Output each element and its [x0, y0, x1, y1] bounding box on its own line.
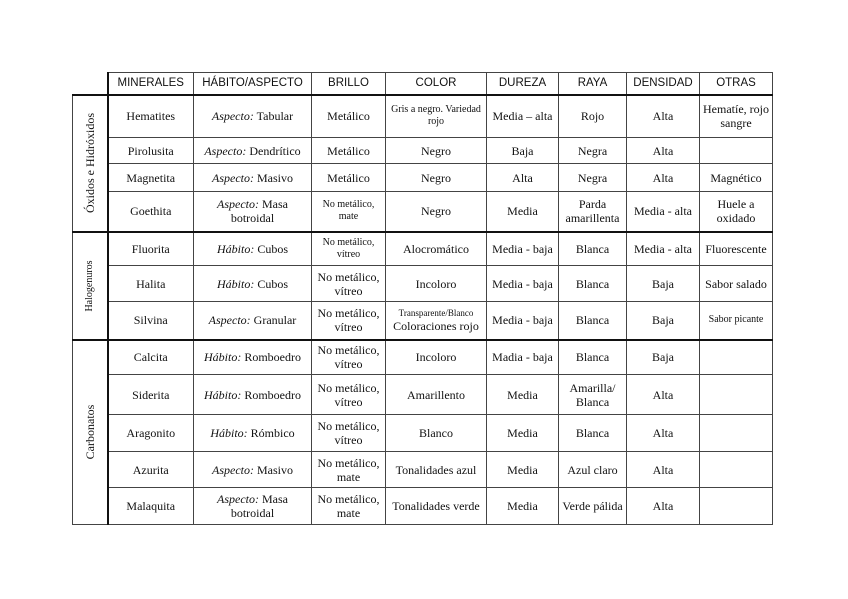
raya-cell: Blanca [559, 415, 627, 452]
densidad-cell: Alta [627, 95, 700, 138]
group-label: Óxidos e Hidróxidos [82, 113, 97, 213]
otras-cell: Huele a oxidado [700, 192, 773, 232]
habit-cell: Aspecto: Tabular [194, 95, 312, 138]
group-carbonatos [73, 340, 108, 525]
brillo-cell: No metálico, vítreo [312, 302, 386, 340]
otras-cell [700, 415, 773, 452]
table-row [73, 192, 773, 232]
dureza-cell: Media [487, 375, 559, 415]
habit-cell: Aspecto: Masivo [194, 164, 312, 192]
otras-cell [700, 488, 773, 525]
header-raya: RAYA [559, 73, 627, 95]
habit-cell: Hábito: Rómbico [194, 415, 312, 452]
color-cell: Negro [386, 164, 487, 192]
raya-cell: Negra [559, 164, 627, 192]
habit-cell: Hábito: Cubos [194, 232, 312, 266]
otras-cell [700, 375, 773, 415]
color-cell: Transparente/Blanco Coloraciones rojo [386, 302, 487, 340]
raya-cell: Rojo [559, 95, 627, 138]
table-row [73, 415, 773, 452]
habit-cell: Hábito: Romboedro [194, 340, 312, 375]
densidad-cell: Alta [627, 375, 700, 415]
raya-cell: Blanca [559, 340, 627, 375]
habit-cell: Hábito: Cubos [194, 266, 312, 302]
dureza-cell: Alta [487, 164, 559, 192]
otras-cell: Fluorescente [700, 232, 773, 266]
group-oxidos [73, 95, 108, 232]
header-color: COLOR [386, 73, 487, 95]
brillo-cell: No metálico, mate [312, 452, 386, 488]
mineral-name: Halita [108, 266, 194, 302]
header-brillo: BRILLO [312, 73, 386, 95]
habit-cell: Hábito: Romboedro [194, 375, 312, 415]
habit-cell: Aspecto: Masa botroidal [194, 488, 312, 525]
header-densidad: DENSIDAD [627, 73, 700, 95]
raya-cell: Blanca [559, 302, 627, 340]
habit-cell: Aspecto: Masivo [194, 452, 312, 488]
raya-cell: Amarilla/ Blanca [559, 375, 627, 415]
header-minerales: MINERALES [108, 73, 194, 95]
brillo-cell: No metálico, vítreo [312, 340, 386, 375]
densidad-cell: Baja [627, 302, 700, 340]
mineral-name: Siderita [108, 375, 194, 415]
densidad-cell: Alta [627, 415, 700, 452]
raya-cell: Azul claro [559, 452, 627, 488]
color-cell: Amarillento [386, 375, 487, 415]
color-cell: Alocromático [386, 232, 487, 266]
densidad-cell: Alta [627, 164, 700, 192]
habit-cell: Aspecto: Granular [194, 302, 312, 340]
group-label: Halogenuros [83, 259, 95, 312]
table-row [73, 164, 773, 192]
table-row [73, 488, 773, 525]
raya-cell: Blanca [559, 266, 627, 302]
group-label: Carbonatos [82, 404, 97, 460]
densidad-cell: Media - alta [627, 192, 700, 232]
brillo-cell: No metálico, vítreo [312, 375, 386, 415]
mineral-name: Goethita [108, 192, 194, 232]
brillo-cell: No metálico, mate [312, 488, 386, 525]
densidad-cell: Alta [627, 138, 700, 164]
densidad-cell: Baja [627, 340, 700, 375]
habit-cell: Aspecto: Masa botroidal [194, 192, 312, 232]
habit-cell: Aspecto: Dendrítico [194, 138, 312, 164]
header-row [73, 73, 773, 95]
color-cell: Negro [386, 138, 487, 164]
densidad-cell: Alta [627, 452, 700, 488]
table-row [73, 452, 773, 488]
table-row [73, 138, 773, 164]
otras-cell: Magnético [700, 164, 773, 192]
dureza-cell: Media [487, 192, 559, 232]
header-corner [73, 73, 108, 95]
dureza-cell: Media – alta [487, 95, 559, 138]
mineral-name: Silvina [108, 302, 194, 340]
dureza-cell: Madia - baja [487, 340, 559, 375]
raya-cell: Verde pálida [559, 488, 627, 525]
brillo-cell: Metálico [312, 138, 386, 164]
otras-cell: Sabor salado [700, 266, 773, 302]
otras-cell [700, 138, 773, 164]
mineral-name: Azurita [108, 452, 194, 488]
group-halogenuros [73, 232, 108, 340]
otras-cell [700, 340, 773, 375]
mineral-name: Calcita [108, 340, 194, 375]
dureza-cell: Baja [487, 138, 559, 164]
table-row [73, 302, 773, 340]
densidad-cell: Baja [627, 266, 700, 302]
color-cell: Blanco [386, 415, 487, 452]
mineral-name: Aragonito [108, 415, 194, 452]
densidad-cell: Alta [627, 488, 700, 525]
mineral-name: Pirolusita [108, 138, 194, 164]
otras-cell: Sabor picante [700, 302, 773, 340]
mineral-name: Malaquita [108, 488, 194, 525]
raya-cell: Blanca [559, 232, 627, 266]
raya-cell: Negra [559, 138, 627, 164]
table-row [73, 340, 773, 375]
color-cell: Incoloro [386, 340, 487, 375]
dureza-cell: Media [487, 488, 559, 525]
header-dureza: DUREZA [487, 73, 559, 95]
minerals-table [72, 72, 773, 525]
table-row [73, 232, 773, 266]
dureza-cell: Media [487, 415, 559, 452]
color-cell: Tonalidades verde [386, 488, 487, 525]
dureza-cell: Media - baja [487, 266, 559, 302]
table-row [73, 95, 773, 138]
densidad-cell: Media - alta [627, 232, 700, 266]
otras-cell: Hematíe, rojo sangre [700, 95, 773, 138]
brillo-cell: No metálico, mate [312, 192, 386, 232]
header-habito: HÁBITO/ASPECTO [194, 73, 312, 95]
mineral-name: Magnetita [108, 164, 194, 192]
color-cell: Tonalidades azul [386, 452, 487, 488]
color-cell: Gris a negro. Variedad rojo [386, 95, 487, 138]
otras-cell [700, 452, 773, 488]
raya-cell: Parda amarillenta [559, 192, 627, 232]
dureza-cell: Media [487, 452, 559, 488]
color-cell: Negro [386, 192, 487, 232]
table-row [73, 266, 773, 302]
brillo-cell: Metálico [312, 164, 386, 192]
brillo-cell: No metálico, vítreo [312, 232, 386, 266]
mineral-name: Hematites [108, 95, 194, 138]
dureza-cell: Media - baja [487, 302, 559, 340]
brillo-cell: No metálico, vítreo [312, 266, 386, 302]
brillo-cell: No metálico, vítreo [312, 415, 386, 452]
brillo-cell: Metálico [312, 95, 386, 138]
color-cell: Incoloro [386, 266, 487, 302]
table-row [73, 375, 773, 415]
dureza-cell: Media - baja [487, 232, 559, 266]
header-otras: OTRAS [700, 73, 773, 95]
mineral-name: Fluorita [108, 232, 194, 266]
